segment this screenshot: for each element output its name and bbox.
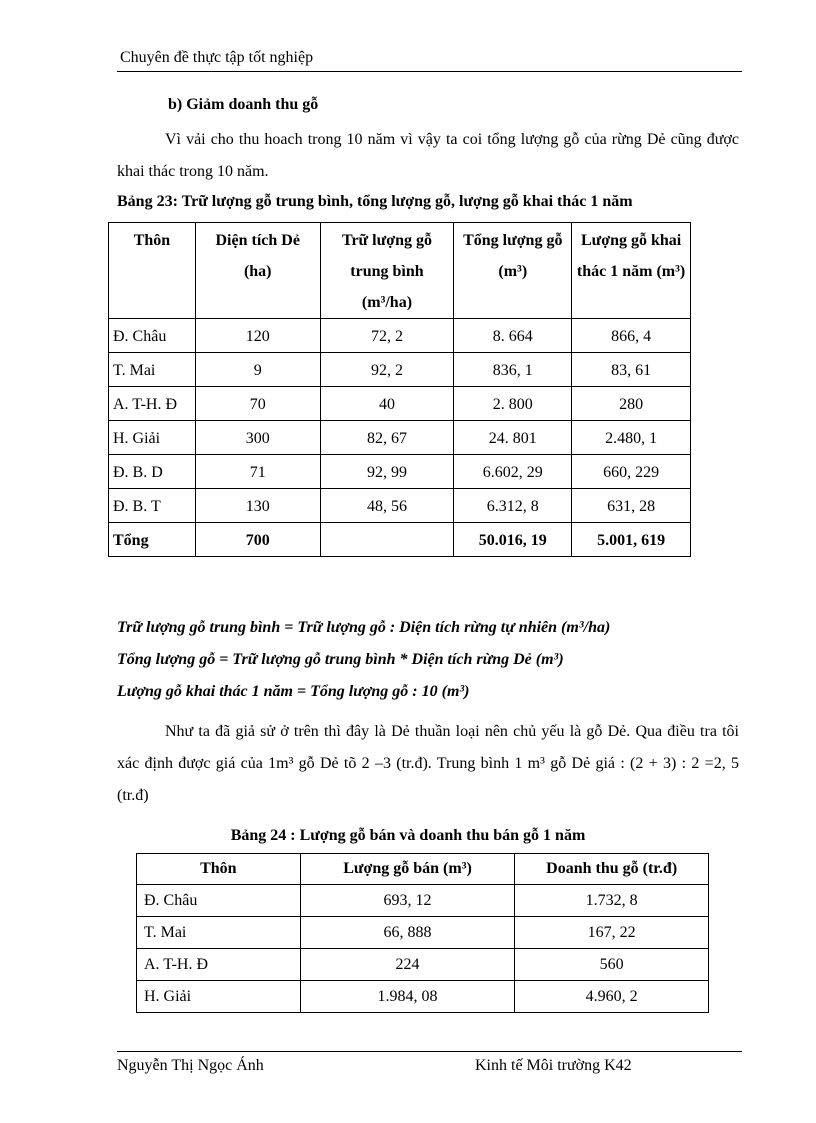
- table-cell: Đ. B. T: [109, 489, 196, 523]
- formula-total-volume: Tổng lượng gỗ = Trữ lượng gỗ trung bình * Diện tích rừng Dẻ (m³): [117, 651, 564, 668]
- table-cell: A. T-H. Đ: [137, 949, 301, 981]
- table-cell: Đ. Châu: [109, 319, 196, 353]
- table24-caption: Bảng 24 : Lượng gỗ bán và doanh thu bán gỗ 1 năm: [230, 827, 586, 844]
- price-paragraph: Như ta đã giả sử ở trên thì đây là Dẻ thuần loại nên chủ yếu là gỗ Dẻ. Qua điều tra tôi xác định được giá của 1m³ gỗ Dẻ tõ 2 –3 (tr.đ). Trung bình 1 m³ gỗ Dẻ giá : (2 + 3) : 2 =2, 5 (tr.đ): [117, 723, 739, 804]
- table-cell: 4.960, 2: [515, 981, 709, 1013]
- table-cell: 700: [195, 523, 320, 557]
- table-cell: 130: [195, 489, 320, 523]
- table-cell: 8. 664: [454, 319, 572, 353]
- table-cell: 866, 4: [572, 319, 691, 353]
- table-23: [108, 222, 691, 557]
- table-cell: 6.602, 29: [454, 455, 572, 489]
- table-cell: 1.984, 08: [300, 981, 515, 1013]
- table-cell: 693, 12: [300, 885, 515, 917]
- table-cell: 300: [195, 421, 320, 455]
- footer-class: Kinh tế Môi trường K42: [475, 1057, 632, 1074]
- table-cell: 48, 56: [320, 489, 454, 523]
- table-cell: Đ. Châu: [137, 885, 301, 917]
- table-cell: 83, 61: [572, 353, 691, 387]
- table-row: [109, 489, 691, 523]
- table-row: [109, 319, 691, 353]
- section-title: b) Giảm doanh thu gỗ: [168, 96, 319, 113]
- table-cell: 66, 888: [300, 917, 515, 949]
- table-cell: 2. 800: [454, 387, 572, 421]
- table-cell: 280: [572, 387, 691, 421]
- table-cell: 5.001, 619: [572, 523, 691, 557]
- table-cell: A. T-H. Đ: [109, 387, 196, 421]
- table-cell: T. Mai: [109, 353, 196, 387]
- table-cell: 82, 67: [320, 421, 454, 455]
- table-row: [109, 353, 691, 387]
- table-cell: 9: [195, 353, 320, 387]
- table-cell: 40: [320, 387, 454, 421]
- table-row: [109, 455, 691, 489]
- table-cell: H. Giải: [137, 981, 301, 1013]
- table-row: [137, 885, 709, 917]
- table-row: [137, 981, 709, 1013]
- page-header-title: Chuyên đề thực tập tốt nghiệp: [120, 49, 314, 66]
- table-cell: 70: [195, 387, 320, 421]
- table-cell: 71: [195, 455, 320, 489]
- table-header-cell: Thôn: [109, 223, 196, 319]
- table-cell: 92, 2: [320, 353, 454, 387]
- table-cell: 120: [195, 319, 320, 353]
- table-cell: H. Giải: [109, 421, 196, 455]
- table-cell: Đ. B. D: [109, 455, 196, 489]
- table-cell: 24. 801: [454, 421, 572, 455]
- table-header-row: [109, 223, 691, 319]
- table-row: [137, 917, 709, 949]
- table-cell: Tổng: [109, 523, 196, 557]
- table-header-cell: Lượng gỗ bán (m³): [300, 854, 515, 885]
- table-header-cell: Diện tích Dẻ (ha): [195, 223, 320, 319]
- table-header-row: [137, 854, 709, 885]
- table-cell: 631, 28: [572, 489, 691, 523]
- table-row: [109, 421, 691, 455]
- table-row: [109, 387, 691, 421]
- header-rule: [117, 71, 742, 72]
- table-cell: 6.312, 8: [454, 489, 572, 523]
- table-header-cell: Doanh thu gỗ (tr.đ): [515, 854, 709, 885]
- intro-paragraph: Vì vải cho thu hoach trong 10 năm vì vậy ta coi tổng lượng gỗ của rừng Dẻ cũng được khai thác trong 10 năm.: [117, 131, 739, 180]
- table-header-cell: Lượng gỗ khai thác 1 năm (m³): [572, 223, 691, 319]
- formula-annual-harvest: Lượng gỗ khai thác 1 năm = Tổng lượng gỗ : 10 (m³): [117, 683, 470, 700]
- table23-caption: Bảng 23: Trữ lượng gỗ trung bình, tổng lượng gỗ, lượng gỗ khai thác 1 năm: [117, 193, 633, 210]
- table-header-cell: Trữ lượng gỗ trung bình (m³/ha): [320, 223, 454, 319]
- table-cell: 1.732, 8: [515, 885, 709, 917]
- table-cell: 836, 1: [454, 353, 572, 387]
- footer-rule: [117, 1051, 742, 1052]
- table-cell: 660, 229: [572, 455, 691, 489]
- table-cell: 560: [515, 949, 709, 981]
- table-header-cell: Thôn: [137, 854, 301, 885]
- table-total-row: [109, 523, 691, 557]
- formula-average-volume: Trữ lượng gỗ trung bình = Trữ lượng gỗ : Diện tích rừng tự nhiên (m³/ha): [117, 619, 611, 636]
- table-24: [136, 853, 709, 1013]
- table-cell: 224: [300, 949, 515, 981]
- table-cell: T. Mai: [137, 917, 301, 949]
- table-cell: 167, 22: [515, 917, 709, 949]
- table-header-cell: Tổng lượng gỗ (m³): [454, 223, 572, 319]
- table-cell: [320, 523, 454, 557]
- table-cell: 92, 99: [320, 455, 454, 489]
- table-cell: 50.016, 19: [454, 523, 572, 557]
- table-cell: 2.480, 1: [572, 421, 691, 455]
- footer-author: Nguyễn Thị Ngọc Ánh: [117, 1057, 264, 1074]
- table-cell: 72, 2: [320, 319, 454, 353]
- table-row: [137, 949, 709, 981]
